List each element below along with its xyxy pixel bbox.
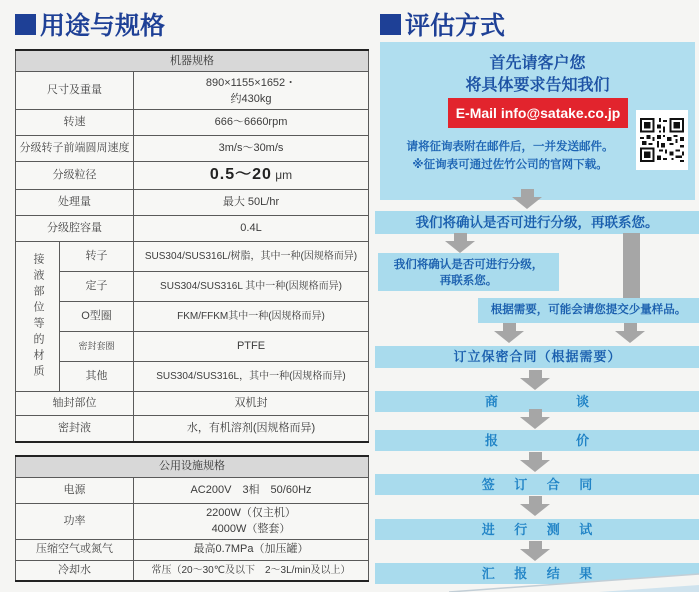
utility-spec-table — [15, 455, 369, 583]
row-value — [134, 162, 369, 190]
row-label: 转速 — [16, 110, 134, 136]
table-header: 机器规格 — [16, 50, 369, 72]
row-label: 处理量 — [16, 190, 134, 216]
table-row — [16, 477, 369, 503]
down-arrow-icon — [445, 233, 475, 253]
flow-step-report-bar: 汇报结果 — [375, 563, 699, 584]
value-line: 约430kg — [230, 92, 272, 105]
row-value: 3m/s～30m/s — [134, 136, 369, 162]
down-arrow-icon — [615, 323, 645, 343]
row-value: SUS304/SUS316L 其中一种(因规格而异) — [134, 272, 369, 302]
table-row — [16, 136, 369, 162]
row-label: 功率 — [16, 503, 134, 539]
row-label: 尺寸及重量 — [16, 72, 134, 110]
machine-spec-table — [15, 49, 369, 443]
flow-step-confirm-bar: 我们将确认是否可进行分级，再联系您。 — [375, 211, 699, 234]
qr-code-icon — [636, 110, 688, 170]
row-label: 冷却水 — [16, 560, 134, 581]
row-label: O型圈 — [60, 302, 134, 332]
row-label: 分级转子前端圆周速度 — [16, 136, 134, 162]
value-emphasis: 0.5～20 — [209, 166, 272, 183]
row-value: SUS304/SUS316L，其中一种(因规格而异) — [134, 362, 369, 392]
row-label: 密封液 — [16, 416, 134, 442]
table-row — [16, 302, 369, 332]
flow-side-note-box — [378, 253, 559, 291]
row-label: 转子 — [60, 242, 134, 272]
flow-step-testing-bar: 进行测试 — [375, 519, 699, 540]
table-row — [16, 110, 369, 136]
title-square-icon — [380, 14, 401, 35]
row-label: 定子 — [60, 272, 134, 302]
down-arrow-icon — [520, 409, 550, 429]
flow-step-negotiation-bar: 商谈 — [375, 391, 699, 412]
flow-step-contract-bar: 签订合同 — [375, 474, 699, 495]
row-label: 电源 — [16, 477, 134, 503]
row-value: 水，有机溶剂(因规格而异) — [134, 416, 369, 442]
row-label: 压缩空气或氮气 — [16, 539, 134, 560]
table-row — [16, 242, 369, 272]
table-header: 公用设施规格 — [16, 456, 369, 478]
value-unit: μm — [271, 168, 293, 182]
row-label: 轴封部位 — [16, 392, 134, 416]
spec-section — [15, 6, 369, 582]
title-square-icon — [15, 14, 36, 35]
row-value: 常压（20～30℃及以下 2～3L/min及以上） — [134, 560, 369, 581]
flow-sample-note-box: 根据需要，可能会请您提交少量样品。 — [478, 298, 699, 323]
value-line: 2200W（仅主机） — [206, 507, 296, 519]
table-header-row — [16, 50, 369, 72]
down-arrow-icon — [520, 541, 550, 561]
value-line: 4000W（整套） — [211, 523, 291, 535]
right-title-text: 评估方式 — [405, 12, 506, 40]
table-row — [16, 416, 369, 442]
table-row — [16, 272, 369, 302]
email-button[interactable]: E-Mail info@satake.co.jp — [448, 98, 628, 128]
left-section-title — [15, 6, 369, 42]
table-row — [16, 190, 369, 216]
table-row — [16, 162, 369, 190]
down-arrow-stem — [623, 233, 640, 298]
table-row — [16, 560, 369, 581]
down-arrow-icon — [520, 496, 550, 516]
right-section-title — [380, 6, 505, 42]
table-header-row — [16, 456, 369, 478]
table-row — [16, 332, 369, 362]
table-row — [16, 72, 369, 110]
down-arrow-icon — [520, 370, 550, 390]
row-value: PTFE — [134, 332, 369, 362]
down-arrow-icon — [520, 452, 550, 472]
row-value: AC200V 3相 50/60Hz — [134, 477, 369, 503]
row-value: 最大 50L/hr — [134, 190, 369, 216]
row-label: 其他 — [60, 362, 134, 392]
side-note-line2: 再联系您。 — [439, 275, 498, 287]
down-arrow-icon — [512, 189, 542, 209]
table-row — [16, 539, 369, 560]
table-row — [16, 503, 369, 539]
row-label: 分级粒径 — [16, 162, 134, 190]
table-row — [16, 216, 369, 242]
row-value: 双机封 — [134, 392, 369, 416]
row-value — [134, 503, 369, 539]
value-line: 890×1155×1652・ — [205, 76, 297, 89]
row-value: SUS304/SUS316L/树脂，其中一种(因规格而异) — [134, 242, 369, 272]
row-value — [134, 72, 369, 110]
row-value: 666～6660rpm — [134, 110, 369, 136]
left-title-text: 用途与规格 — [40, 12, 166, 40]
table-row — [16, 362, 369, 392]
intro-note-line1: 请将征询表附在邮件后，一并发送邮件。 — [406, 141, 614, 153]
intro-note-line2: ※征询表可通过佐竹公司的官网下载。 — [412, 159, 608, 171]
intro-heading — [380, 53, 695, 97]
contact-intro-box — [380, 42, 695, 200]
page-corner-wedge — [449, 570, 699, 592]
row-value: FKM/FFKM其中一种(因规格而异) — [134, 302, 369, 332]
intro-heading-line2: 将具体要求告知我们 — [465, 77, 610, 94]
flow-step-quotation-bar: 报价 — [375, 430, 699, 451]
evaluation-section — [375, 0, 699, 592]
row-value: 最高0.7MPa（加压罐） — [134, 539, 369, 560]
flow-step-nda-bar: 订立保密合同（根据需要） — [375, 346, 699, 368]
table-row — [16, 392, 369, 416]
row-label: 分级腔容量 — [16, 216, 134, 242]
down-arrow-icon — [494, 323, 524, 343]
intro-heading-line1: 首先请客户您 — [489, 55, 586, 72]
side-note-line1: 我们将确认是否可进行分级， — [393, 259, 544, 271]
row-label: 密封套圈 — [60, 332, 134, 362]
row-value: 0.4L — [134, 216, 369, 242]
material-group-label: 接液部位等的材质 — [16, 242, 60, 392]
